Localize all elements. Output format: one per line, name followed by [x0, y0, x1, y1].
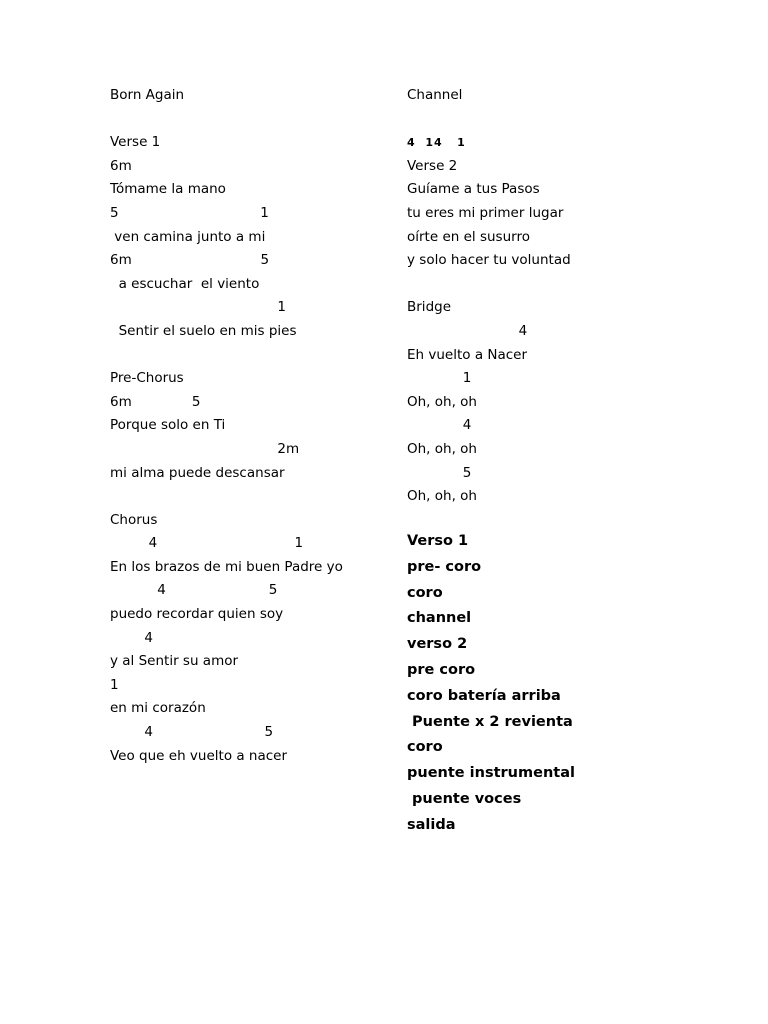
song-order-item: coro [407, 584, 443, 601]
prechorus-line: 6m 5 [110, 393, 201, 410]
song-order-item: Puente x 2 revienta [407, 713, 573, 730]
bridge-line: Oh, oh, oh [407, 393, 477, 410]
verse2-heading: Verse 2 [407, 157, 458, 174]
bridge-heading: Bridge [407, 299, 452, 316]
verse1-line: a escuchar el viento [110, 275, 260, 292]
bridge-line: 1 [407, 370, 472, 387]
blank-line [110, 108, 390, 132]
verse1-line: ven camina junto a mi [110, 228, 266, 245]
verse1-line: Tómame la mano [110, 181, 226, 198]
song-order-item: pre coro [407, 661, 476, 678]
prechorus-line: mi alma puede descansar [110, 464, 285, 481]
song-order-item: pre- coro [407, 558, 482, 575]
song-order-item: channel [407, 610, 472, 627]
channel-heading: Channel [407, 87, 463, 103]
song-order-item: Verso 1 [407, 533, 469, 549]
song-order-item: puente instrumental [407, 765, 575, 782]
left-column [110, 84, 390, 768]
bridge-line: 5 [407, 464, 472, 481]
verse2-line: tu eres mi primer lugar [407, 204, 564, 221]
chorus-line: En los brazos de mi buen Padre yo [110, 558, 343, 575]
right-column [407, 84, 707, 509]
blank-line [407, 273, 707, 297]
verse2-line: Guíame a tus Pasos [407, 181, 540, 198]
song-order-list [407, 529, 575, 839]
verse1-line: 6m [110, 157, 132, 174]
bridge-line: Oh, oh, oh [407, 440, 477, 457]
chorus-line: 4 5 [110, 724, 274, 741]
prechorus-line: Porque solo en Ti [110, 417, 226, 434]
song-title: Born Again [110, 87, 185, 103]
chorus-line: puedo recordar quien soy [110, 606, 284, 623]
chorus-line: y al Sentir su amor [110, 653, 239, 670]
bridge-line: 4 [407, 322, 528, 339]
prechorus-heading: Pre-Chorus [110, 370, 184, 387]
chorus-line: 4 [110, 629, 153, 646]
blank-line [110, 485, 390, 509]
chorus-line: Veo que eh vuelto a nacer [110, 747, 288, 764]
bridge-line: Oh, oh, oh [407, 488, 477, 505]
verse1-line: 6m 5 [110, 252, 270, 269]
chorus-heading: Chorus [110, 511, 158, 528]
verse1-line: 1 [110, 299, 286, 316]
bridge-line: Eh vuelto a Nacer [407, 346, 528, 363]
verse1-line: Sentir el suelo en mis pies [110, 322, 297, 339]
song-order-item: salida [407, 816, 456, 833]
song-order-item: verso 2 [407, 636, 468, 653]
verse2-line: oírte en el susurro [407, 228, 530, 245]
song-order-item: coro batería arriba [407, 687, 561, 704]
verse1-line: 5 1 [110, 204, 269, 221]
chorus-line: 1 [110, 676, 119, 693]
blank-line [110, 344, 390, 368]
song-order-item: coro [407, 739, 443, 756]
blank-line [407, 108, 707, 132]
song-order-item: puente voces [407, 790, 522, 807]
chorus-line: 4 5 [110, 582, 278, 599]
bridge-line: 4 [407, 417, 472, 434]
channel-chords: 4 14 1 [407, 136, 466, 150]
chorus-line: en mi corazón [110, 700, 206, 717]
verse2-line: y solo hacer tu voluntad [407, 252, 571, 269]
chorus-line: 4 1 [110, 535, 304, 552]
verse1-heading: Verse 1 [110, 134, 161, 151]
prechorus-line: 2m [110, 440, 300, 457]
